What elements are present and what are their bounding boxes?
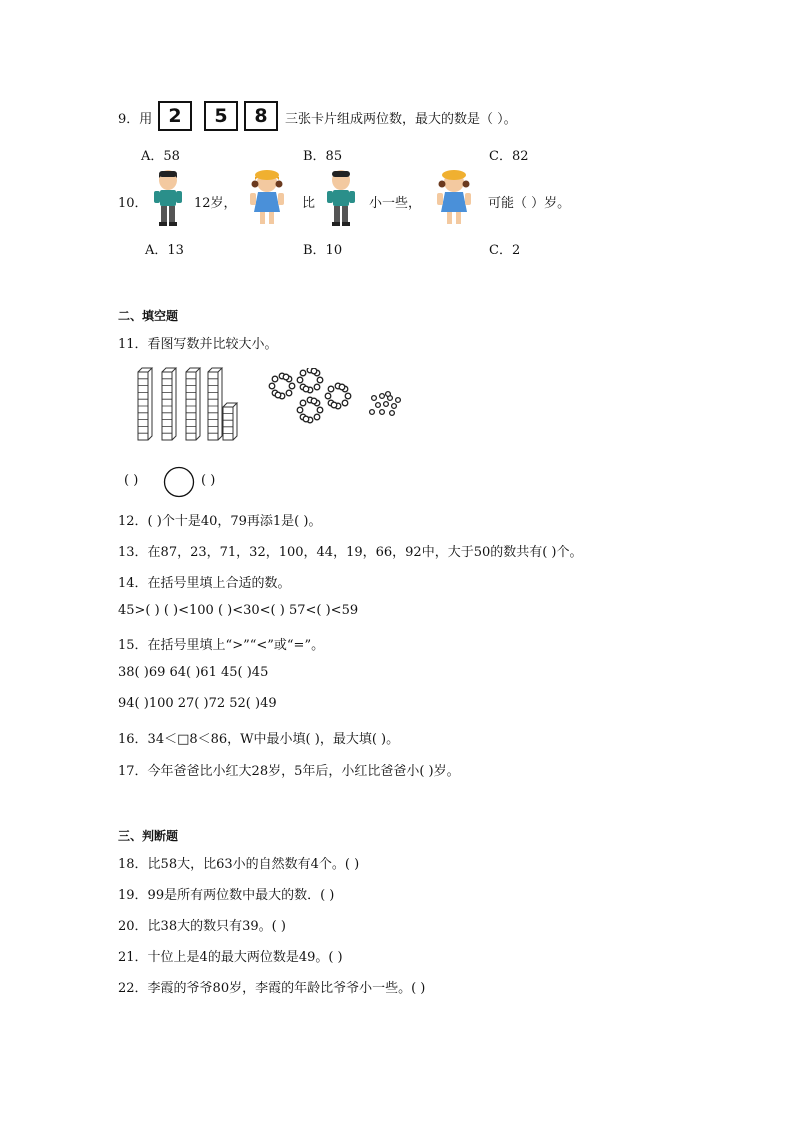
q12-text: 12．( )个十是40，79再添1是( )。	[118, 514, 322, 529]
girl-icon	[434, 168, 474, 228]
q15-line-1: 38( )69 64( )61 45( )45	[118, 665, 269, 680]
q14-text: 14．在括号里填上合适的数。	[118, 576, 291, 591]
q11-text: 11．看图写数并比较大小。	[118, 337, 278, 352]
number-card-5: 5	[204, 101, 238, 131]
q9-option-c: C．82	[489, 149, 529, 164]
q9-option-b: B．85	[303, 149, 343, 164]
q14-line: 45>( ) ( )<100 ( )<30<( ) 57<( )<59	[118, 603, 359, 618]
boy-icon	[323, 168, 359, 228]
q9-text: 三张卡片组成两位数，最大的数是（ ）。	[285, 112, 517, 127]
q17-text: 17．今年爸爸比小红大28岁，5年后，小红比爸爸小( )岁。	[118, 764, 460, 779]
q10-option-a: A．13	[145, 243, 184, 258]
dot-rings-icon	[262, 368, 412, 436]
number-card-8: 8	[244, 101, 278, 131]
q10-text-smaller: 小一些，	[369, 196, 422, 211]
section-title-true-false: 三、判断题	[118, 829, 179, 843]
q10-option-c: C．2	[489, 243, 521, 258]
girl-icon	[247, 168, 287, 228]
q10-text-maybe: 可能（ ）岁。	[488, 196, 571, 211]
number-card-2: 2	[158, 101, 192, 131]
q11-blank-left[interactable]: ( )	[124, 473, 139, 488]
q10-number: 10．	[118, 196, 148, 211]
q10-option-b: B．10	[303, 243, 343, 258]
q10-text-than: 比	[302, 196, 316, 211]
q11-blank-right[interactable]: ( )	[201, 473, 216, 488]
q13-text: 13．在87，23，71，32，100，44，19，66，92中，大于50的数共有( )个。	[118, 545, 583, 560]
q20-text: 20．比38大的数只有39。( )	[118, 919, 286, 934]
boy-icon	[150, 168, 186, 228]
compare-circle-icon[interactable]	[162, 466, 196, 498]
q16-text: 16．34＜□8＜86，W中最小填( )，最大填( )。	[118, 732, 400, 747]
tens-rods-icon	[134, 364, 242, 442]
q10-text-age: 12岁，	[194, 196, 237, 211]
q19-text: 19．99是所有两位数中最大的数．( )	[118, 888, 335, 903]
q21-text: 21．十位上是4的最大两位数是49。( )	[118, 950, 343, 965]
q18-text: 18．比58大，比63小的自然数有4个。( )	[118, 857, 360, 872]
q15-text: 15．在括号里填上“>”“<”或“=”。	[118, 638, 325, 653]
section-title-fill-blank: 二、填空题	[118, 309, 179, 323]
q9-option-a: A．58	[141, 149, 180, 164]
q22-text: 22．李霞的爷爷80岁，李霞的年龄比爷爷小一些。( )	[118, 981, 426, 996]
q9-number: 9．用	[118, 112, 153, 127]
q15-line-2: 94( )100 27( )72 52( )49	[118, 696, 277, 711]
